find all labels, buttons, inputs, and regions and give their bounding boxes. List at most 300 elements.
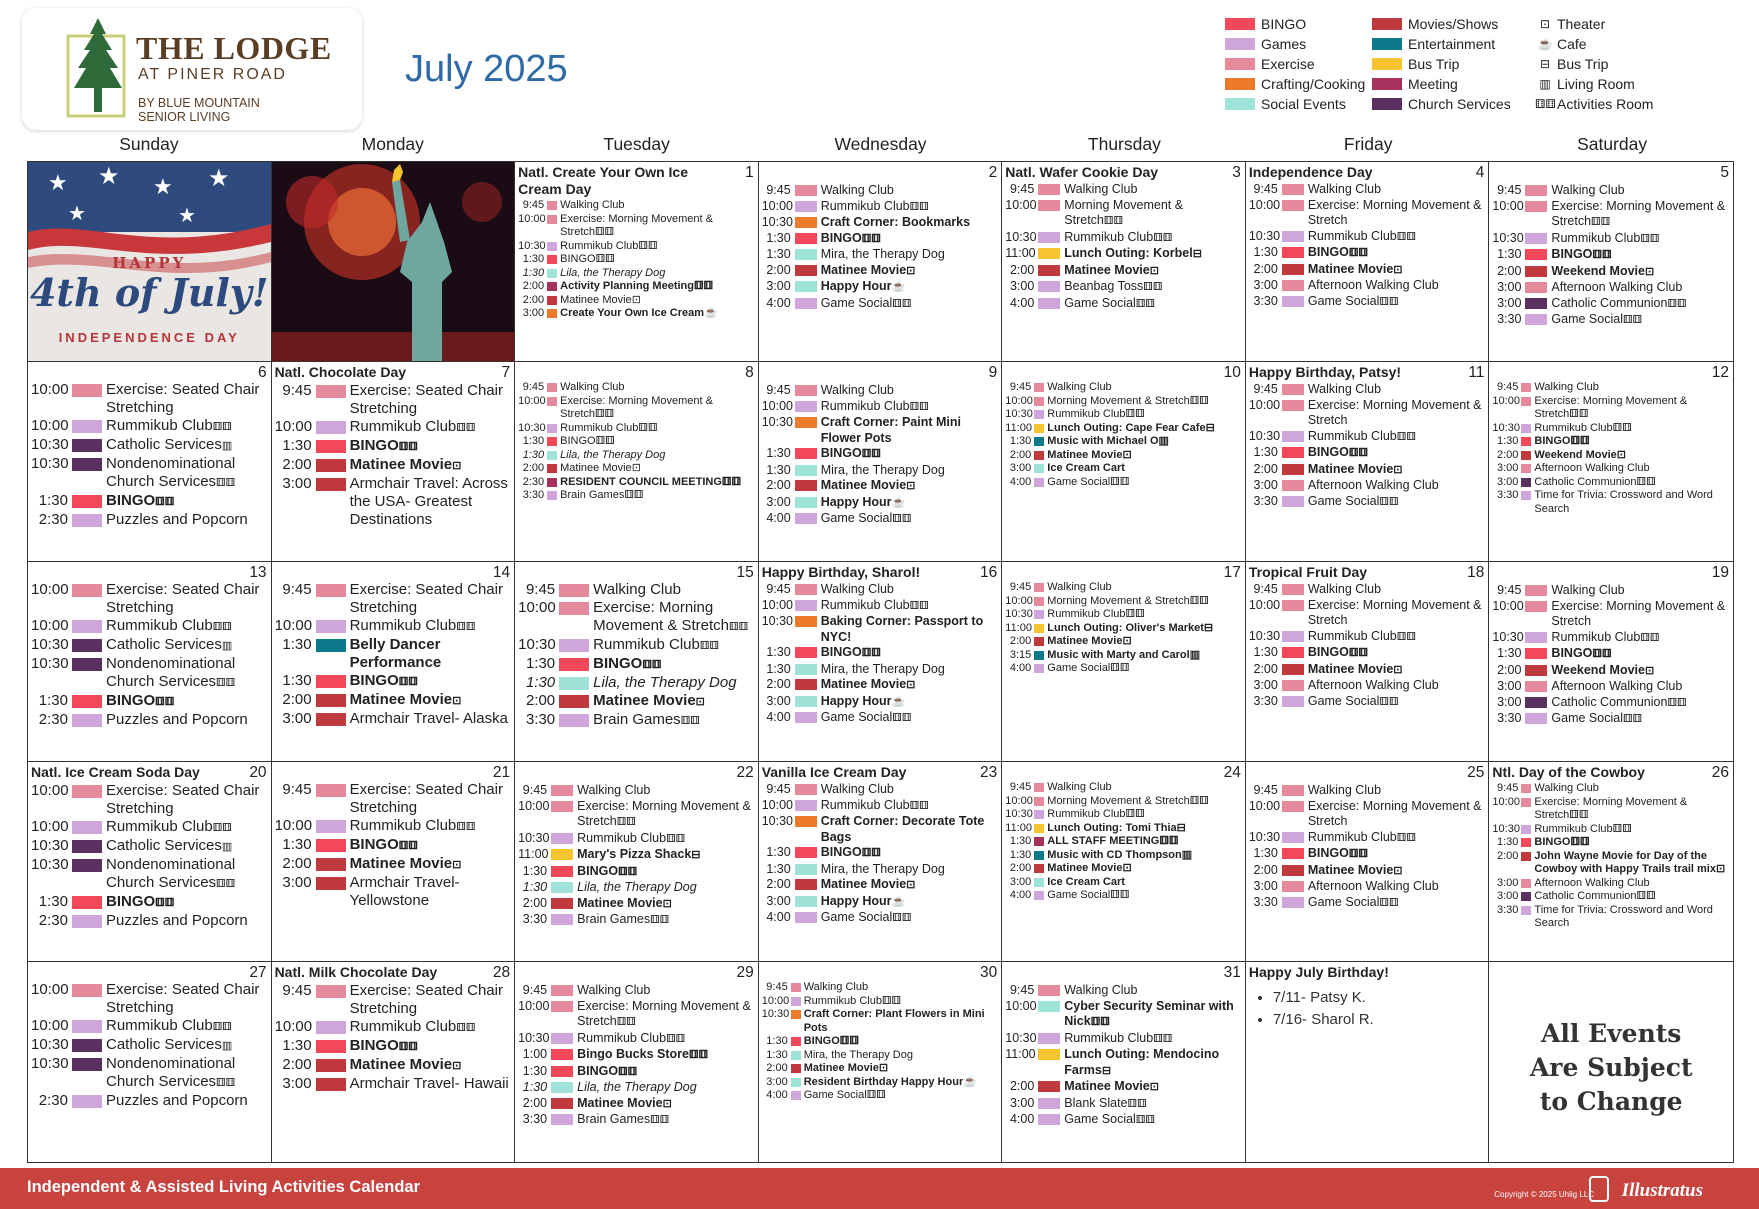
event-row [275, 581, 512, 617]
event-row [762, 894, 999, 911]
event-row [1005, 1079, 1242, 1096]
event-time: 4:00 [1009, 295, 1035, 310]
event-category-swatch [551, 785, 573, 796]
event-row [31, 636, 268, 655]
event-name [577, 912, 755, 929]
event-row [762, 662, 999, 678]
event-time: 10:30 [518, 636, 556, 653]
event-time: 1:30 [525, 655, 556, 672]
event-row [518, 240, 755, 254]
day-cell [515, 162, 759, 362]
legend-item [1225, 54, 1365, 74]
event-title: Matinee Movie [820, 478, 907, 492]
event-location-icon: ⚅⚅ [1640, 232, 1660, 245]
event-time: 9:45 [525, 581, 556, 598]
event-category-swatch [551, 1114, 573, 1125]
event-category-swatch [547, 242, 557, 251]
event-name [350, 817, 512, 836]
event-category-swatch [1034, 783, 1044, 792]
event-time: 1:30 [766, 1048, 788, 1061]
event-category-swatch [1525, 585, 1547, 596]
event-name [106, 617, 268, 636]
event-name [1534, 890, 1730, 904]
event-category-swatch [72, 1039, 102, 1052]
event-location-icon: ⚅⚅ [1379, 495, 1399, 508]
event-time: 10:00 [1248, 798, 1281, 813]
event-location-icon: ⚅⚅ [892, 712, 912, 724]
event-time: 2:00 [1497, 448, 1519, 461]
day-number: 20 [249, 764, 267, 781]
event-time: 3:30 [525, 711, 556, 728]
legend-item [1372, 94, 1511, 114]
event-title: Rummikub Club [106, 818, 213, 835]
event-row [1005, 462, 1242, 476]
day-number: 30 [980, 964, 998, 981]
logo-tagline: BY BLUE MOUNTAIN SENIOR LIVING [138, 96, 260, 124]
event-time: 1:30 [282, 672, 312, 689]
event-row [1005, 1112, 1242, 1129]
event-row [1005, 795, 1242, 809]
event-name [804, 1062, 999, 1076]
event-title: BINGO [1307, 846, 1349, 860]
event-title: Lila, the Therapy Dog [577, 880, 697, 894]
event-category-swatch [72, 915, 102, 928]
event-title: Mira, the Therapy Dog [803, 1048, 913, 1061]
event-name [1308, 678, 1486, 694]
event-location-icon: ⊡ [452, 1060, 462, 1072]
event-time: 2:30 [38, 511, 68, 528]
event-name [350, 475, 512, 529]
spacer [518, 364, 755, 381]
legend-swatch [1372, 18, 1402, 30]
event-title: Rummikub Club [349, 617, 457, 634]
event-category-swatch [551, 898, 573, 909]
event-time: 9:45 [1009, 381, 1032, 393]
event-time: 10:30 [761, 814, 793, 828]
event-category-swatch [1282, 247, 1304, 258]
event-title: Brain Games [577, 912, 651, 926]
event-location-icon: ⚅⚅ [595, 435, 615, 447]
event-category-swatch [1034, 851, 1044, 860]
event-category-swatch [1282, 431, 1304, 442]
event-location-icon: ⊡ [662, 1097, 672, 1110]
event-category-swatch [551, 914, 573, 925]
event-time: 1:30 [766, 645, 791, 659]
event-category-swatch [795, 912, 817, 923]
legend-label: Activities Room [1557, 96, 1654, 112]
event-time: 10:30 [1248, 428, 1281, 443]
event-category-swatch [795, 281, 817, 292]
event-time: 3:00 [1497, 890, 1519, 902]
event-location-icon: ⊡ [878, 1062, 889, 1074]
birthday-list [1273, 987, 1486, 1031]
event-name [1308, 494, 1486, 511]
event-row [1005, 449, 1242, 463]
event-name [1047, 408, 1242, 422]
event-title: Walking Club [577, 983, 651, 997]
day-cell [1489, 762, 1733, 962]
event-row [275, 382, 512, 418]
legend-label: Movies/Shows [1408, 16, 1499, 32]
day-cell [759, 762, 1003, 962]
day-number: 24 [1223, 764, 1241, 781]
event-time: 1:30 [282, 437, 312, 454]
event-category-swatch [791, 1051, 801, 1060]
event-location-icon: ⊡ [1393, 263, 1403, 276]
event-time: 2:00 [522, 293, 545, 306]
event-location-icon: ⊡ [1122, 448, 1132, 461]
event-name [106, 711, 268, 729]
event-title: BINGO [820, 446, 862, 460]
event-title: Rummikub Club [349, 1018, 457, 1035]
event-time: 10:30 [31, 856, 69, 873]
event-category-swatch [72, 620, 102, 633]
event-title: Walking Club [1551, 583, 1625, 597]
event-title: Rummikub Club [560, 239, 639, 252]
event-time: 3:30 [522, 489, 545, 501]
event-title: Exercise: Seated Chair Stretching [106, 981, 260, 1016]
event-location-icon: ⚅⚅ [1622, 314, 1643, 326]
event-title: Exercise: Morning Movement & Stretch [560, 212, 713, 238]
event-location-icon: ⚅⚅ [212, 1021, 232, 1033]
event-name [1047, 595, 1242, 609]
month-title: July 2025 [405, 48, 568, 90]
event-category-swatch [791, 1078, 801, 1087]
event-location-icon: ☕ [704, 307, 718, 319]
event-time: 9:45 [1009, 781, 1032, 793]
event-name [350, 581, 512, 617]
event-category-swatch [72, 695, 102, 708]
event-row [1249, 863, 1486, 880]
event-category-swatch [1034, 810, 1044, 819]
event-title: Nondenominational Church Services [106, 856, 236, 891]
event-time: 10:00 [1492, 795, 1520, 808]
event-row [31, 1055, 268, 1092]
event-category-swatch [1282, 464, 1304, 475]
event-location-icon: ⚅⚅ [1159, 835, 1179, 847]
event-time: 10:00 [31, 818, 69, 835]
footer [0, 1168, 1759, 1209]
event-category-swatch [795, 712, 817, 723]
event-time: 10:30 [1248, 628, 1281, 643]
event-category-swatch [1521, 491, 1531, 500]
event-row [1005, 435, 1242, 449]
event-name [106, 981, 268, 1017]
event-title: Matinee Movie [1047, 635, 1123, 647]
event-category-swatch [791, 997, 801, 1006]
event-title: Exercise: Morning Movement & Stretch [1307, 798, 1482, 828]
event-title: Morning Movement & Stretch [1047, 794, 1190, 807]
event-category-swatch [1282, 200, 1304, 211]
event-location-icon: ⊡ [1644, 664, 1655, 677]
event-time: 2:00 [282, 1056, 312, 1073]
event-row [275, 836, 512, 855]
event-location-icon: ⊡ [452, 460, 462, 472]
event-name [593, 711, 755, 730]
event-row [762, 614, 999, 645]
event-time: 2:00 [525, 692, 556, 709]
event-time: 10:30 [761, 415, 793, 429]
event-title: Rummikub Club [1047, 808, 1126, 820]
legend-item [1372, 14, 1511, 34]
event-title: Rummikub Club [1307, 428, 1397, 443]
event-time: 2:00 [766, 262, 791, 277]
event-row [1492, 296, 1730, 313]
event-name [350, 1056, 512, 1075]
event-row [762, 845, 999, 862]
event-row [1005, 889, 1242, 903]
event-row [1249, 662, 1486, 679]
event-category-swatch [1282, 600, 1304, 611]
event-location-icon: ⊡ [906, 264, 916, 277]
event-title: Walking Club [1307, 382, 1382, 396]
event-time: 1:30 [766, 845, 791, 859]
event-row [518, 476, 755, 490]
event-title: Craft Corner: Plant Flowers in Mini Pots [803, 1008, 985, 1034]
event-row [1249, 830, 1486, 847]
event-category-swatch [1282, 647, 1304, 658]
event-name [577, 896, 755, 913]
event-time: 10:30 [1005, 808, 1033, 820]
event-category-swatch [1282, 184, 1304, 195]
event-row [1005, 182, 1242, 198]
event-time: 9:45 [1497, 381, 1519, 393]
event-title: Game Social [820, 295, 893, 310]
event-title: Walking Club [1307, 582, 1382, 596]
event-row [518, 395, 755, 422]
event-location-icon: ☕ [891, 895, 906, 908]
event-row [762, 446, 999, 463]
event-row [1492, 476, 1730, 490]
event-time: 3:30 [1253, 894, 1278, 909]
event-name [821, 845, 999, 862]
event-title: Morning Movement & Stretch [1047, 394, 1190, 407]
holiday-title: Natl. Wafer Cookie Day [1005, 164, 1159, 180]
event-title: Armchair Travel: Across the USA- Greatest Destinations [349, 475, 508, 528]
day-number: 1 [745, 164, 754, 181]
event-location-icon: ⚅⚅ [650, 1114, 670, 1126]
spacer [275, 764, 512, 781]
event-title: Matinee Movie [349, 456, 453, 473]
event-category-swatch [547, 296, 557, 305]
event-time: 2:00 [766, 677, 791, 691]
event-time: 9:45 [1497, 782, 1519, 794]
event-row [1005, 808, 1242, 822]
event-category-swatch [547, 478, 557, 487]
event-row [1005, 408, 1242, 422]
event-category-swatch [72, 984, 102, 997]
event-category-swatch [1034, 891, 1044, 900]
event-name [821, 694, 999, 711]
event-row [1005, 246, 1242, 263]
day-cell [28, 362, 272, 562]
event-title: Game Social [1047, 662, 1111, 674]
event-time: 10:30 [1005, 408, 1033, 420]
event-row [1005, 1047, 1242, 1079]
event-time: 11:00 [1005, 421, 1032, 434]
event-row [762, 694, 999, 711]
event-category-swatch [559, 695, 589, 708]
event-name [1551, 296, 1730, 313]
event-name [1534, 462, 1730, 476]
event-location-icon: ⊡ [1122, 862, 1132, 874]
event-category-swatch [795, 249, 817, 260]
event-name [1064, 1079, 1242, 1096]
spacer [1492, 364, 1730, 381]
event-title: Rummikub Club [577, 1030, 667, 1045]
event-time: 2:00 [522, 895, 548, 910]
event-title: Exercise: Morning Movement & Stretch [577, 798, 751, 828]
event-row [1249, 182, 1486, 198]
logo-subtitle: AT PINER ROAD [138, 66, 287, 83]
event-category-swatch [791, 1037, 801, 1046]
event-row [762, 782, 999, 798]
event-location-icon: ⊡ [1644, 265, 1655, 278]
event-title: BINGO [1534, 836, 1571, 848]
legend-label: Bus Trip [1557, 56, 1609, 72]
event-time: 3:00 [522, 307, 545, 319]
event-name [1064, 246, 1242, 263]
event-name [1047, 581, 1242, 595]
event-category-swatch [72, 714, 102, 727]
event-location-icon: ⚅⚅ [1592, 249, 1612, 261]
event-row [1005, 999, 1242, 1031]
event-location-icon: ⚅⚅ [839, 1035, 859, 1047]
event-category-swatch [1034, 864, 1044, 873]
event-title: Walking Club [593, 581, 681, 598]
event-row [762, 399, 999, 416]
event-row [1249, 645, 1486, 662]
event-time: 10:30 [518, 421, 546, 434]
event-location-icon: ⚅⚅ [398, 1041, 418, 1053]
event-name [1064, 198, 1242, 230]
event-time: 9:45 [766, 582, 791, 596]
event-name [350, 1037, 512, 1056]
event-time: 11:00 [1005, 821, 1032, 834]
event-title: Lunch Outing: Mendocino Farms [1064, 1047, 1220, 1077]
event-title: Blank Slate [1064, 1095, 1128, 1110]
event-title: Afternoon Walking Club [1307, 478, 1439, 492]
event-name [1551, 312, 1730, 329]
event-name [1308, 278, 1486, 294]
day-cell [28, 762, 272, 962]
event-title: Mira, the Therapy Dog [820, 462, 945, 477]
event-time: 1:30 [766, 861, 791, 876]
legend-label: Living Room [1557, 76, 1635, 92]
day-number: 29 [736, 964, 754, 981]
event-location-icon: ⚅⚅ [1396, 430, 1416, 443]
event-category-swatch [316, 421, 346, 434]
event-title: Weekend Movie [1551, 662, 1645, 677]
day-number: 27 [249, 964, 267, 981]
event-title: Music with CD Thompson [1047, 848, 1182, 861]
day-cell [28, 562, 272, 762]
event-category-swatch [1525, 314, 1547, 325]
event-row [518, 435, 755, 449]
event-location-icon: ⚅⚅ [1090, 1016, 1110, 1028]
event-title: Brain Games [593, 711, 681, 728]
event-row [518, 912, 755, 929]
event-title: Resident Birthday Happy Hour [803, 1075, 964, 1088]
event-location-icon: ⚅⚅ [688, 1049, 709, 1061]
event-name [560, 489, 755, 503]
event-row [31, 617, 268, 636]
legend-item [1535, 94, 1653, 114]
event-location-icon: ⚅⚅ [624, 489, 644, 501]
event-row [518, 1096, 755, 1113]
event-title: Craft Corner: Bookmarks [820, 215, 971, 229]
event-title: Ice Cream Cart [1047, 462, 1125, 474]
event-time: 10:30 [518, 239, 546, 252]
event-row [762, 1089, 999, 1103]
event-time: 1:30 [38, 893, 68, 910]
event-time: 3:30 [522, 1112, 548, 1126]
event-row [1492, 711, 1730, 728]
event-time: 10:30 [761, 215, 793, 229]
event-name [106, 912, 268, 930]
event-time: 10:00 [31, 417, 69, 434]
event-name [1308, 694, 1486, 711]
legend-label: Social Events [1261, 96, 1346, 112]
event-time: 1:30 [1497, 435, 1519, 447]
event-time: 10:00 [518, 212, 546, 225]
day-cell [759, 962, 1003, 1162]
event-location-icon: ⊡ [1149, 264, 1159, 277]
event-row [762, 862, 999, 878]
event-time: 10:30 [31, 1036, 69, 1053]
event-title: Exercise: Morning Movement & Stretch [593, 599, 730, 634]
event-row [518, 674, 755, 692]
day-cell [272, 162, 516, 362]
event-location-icon: ⚅⚅ [595, 226, 615, 238]
event-time: 3:00 [282, 710, 312, 727]
holiday-title: Vanilla Ice Cream Day [761, 764, 907, 780]
event-time: 9:45 [1497, 583, 1522, 597]
event-name [1064, 983, 1242, 999]
event-time: 1:30 [522, 863, 548, 878]
event-title: Rummikub Club [1307, 829, 1397, 844]
event-time: 10:30 [31, 455, 69, 472]
event-location-icon: ⚅⚅ [1127, 1097, 1147, 1110]
event-row [1249, 278, 1486, 294]
event-category-swatch [1521, 424, 1531, 433]
event-time: 1:30 [1253, 846, 1278, 860]
event-location-icon: ⚅⚅ [216, 477, 236, 489]
day-number: 3 [1232, 164, 1241, 181]
event-category-swatch [72, 514, 102, 527]
event-name [821, 446, 999, 463]
event-title: Rummikub Club [820, 797, 910, 812]
event-category-swatch [1034, 651, 1044, 660]
event-title: Matinee Movie [560, 293, 632, 306]
event-category-swatch [551, 1082, 573, 1093]
event-title: Game Social [1307, 894, 1380, 909]
event-location-icon: ⚅⚅ [1110, 889, 1130, 901]
event-name [577, 1064, 755, 1081]
event-category-swatch [316, 784, 346, 797]
event-title: Walking Club [1047, 381, 1112, 393]
event-time: 1:30 [38, 492, 68, 509]
event-row [518, 462, 755, 476]
event-category-swatch [316, 713, 346, 726]
event-name [106, 581, 268, 617]
event-name [106, 1017, 268, 1036]
event-name [821, 894, 999, 911]
event-category-swatch [1034, 397, 1044, 406]
event-location-icon: ⚅⚅ [1569, 408, 1589, 420]
event-row [1492, 890, 1730, 904]
holiday-title: Natl. Create Your Own Ice Cream Day [518, 164, 689, 197]
